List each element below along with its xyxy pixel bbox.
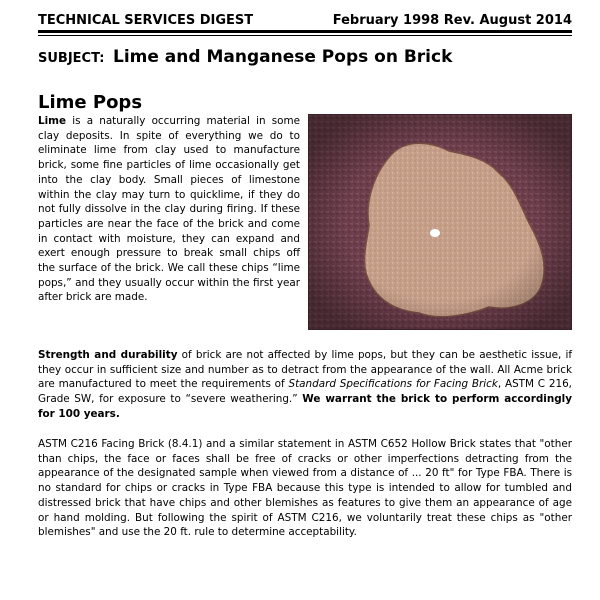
strength-paragraph bbox=[38, 348, 572, 422]
digest-title: TECHNICAL SERVICES DIGEST bbox=[38, 13, 254, 28]
lime-pop-photo bbox=[308, 114, 572, 330]
intro-paragraph bbox=[38, 114, 300, 305]
para2-italic: Standard Specifications for Facing Brick bbox=[288, 378, 498, 391]
intro-body: is a naturally occurring material in some clay deposits. In spite of everything we do to eliminate lime from clay used to manufacture brick, some fine particles of lime occasionally get into the clay body. Small pieces of limestone within the clay may turn to quicklime, if they do not fully dissolve in the clay during firing. If these particles are near the face of the brick and come in contact with moisture, they can expand and exert enough pressure to break small chips off the surface of the brick. We call these chips “lime pops,” and they usually occur within the first year after brick are made. bbox=[38, 115, 300, 304]
astm-paragraph: ASTM C216 Facing Brick (8.4.1) and a similar statement in ASTM C652 Hollow Brick states that "other than chips, the face or faces shall be free of cracks or other imperfections detracting from the appearance of the designated sample when viewed from a distance of ... 20 ft" for Type FBA. There is no standard for chips or cracks in Type FBA because this type is intended to allow for tumbled and distressed brick that have chips and other blemishes as features to give them an appearance of age or hand molding. But following the spirit of ASTM C216, we voluntarily treat these chips as "other blemishes" and use the 20 ft. rule to determine acceptability. bbox=[38, 438, 572, 539]
para2-text2: , ASTM C 216, Grade SW, for exposure to “severe weathering.” bbox=[38, 378, 572, 406]
para2-text1: of brick are not affected by lime pops, but they can be aesthetic issue, if they occur in sufficient size and number as to detract from the appearance of the wall. All Acme brick are manufactured to meet the requirements of bbox=[38, 349, 572, 391]
header-rule-thick bbox=[38, 30, 572, 33]
section-title: Lime Pops bbox=[38, 92, 143, 113]
para2-lead: Strength and durability bbox=[38, 349, 178, 361]
document-header bbox=[38, 9, 572, 31]
para2-warranty: We warrant the brick to perform accordingly for 100 years. bbox=[38, 393, 572, 420]
intro-lead: Lime bbox=[38, 115, 67, 127]
subject-line bbox=[38, 47, 452, 67]
subject-label: SUBJECT: bbox=[38, 51, 105, 66]
lime-pop-image bbox=[309, 115, 572, 330]
subject-text: Lime and Manganese Pops on Brick bbox=[112, 47, 453, 67]
photo-shading bbox=[309, 115, 572, 330]
digest-date: February 1998 Rev. August 2014 bbox=[332, 13, 572, 28]
header-rule-thin bbox=[38, 35, 572, 36]
